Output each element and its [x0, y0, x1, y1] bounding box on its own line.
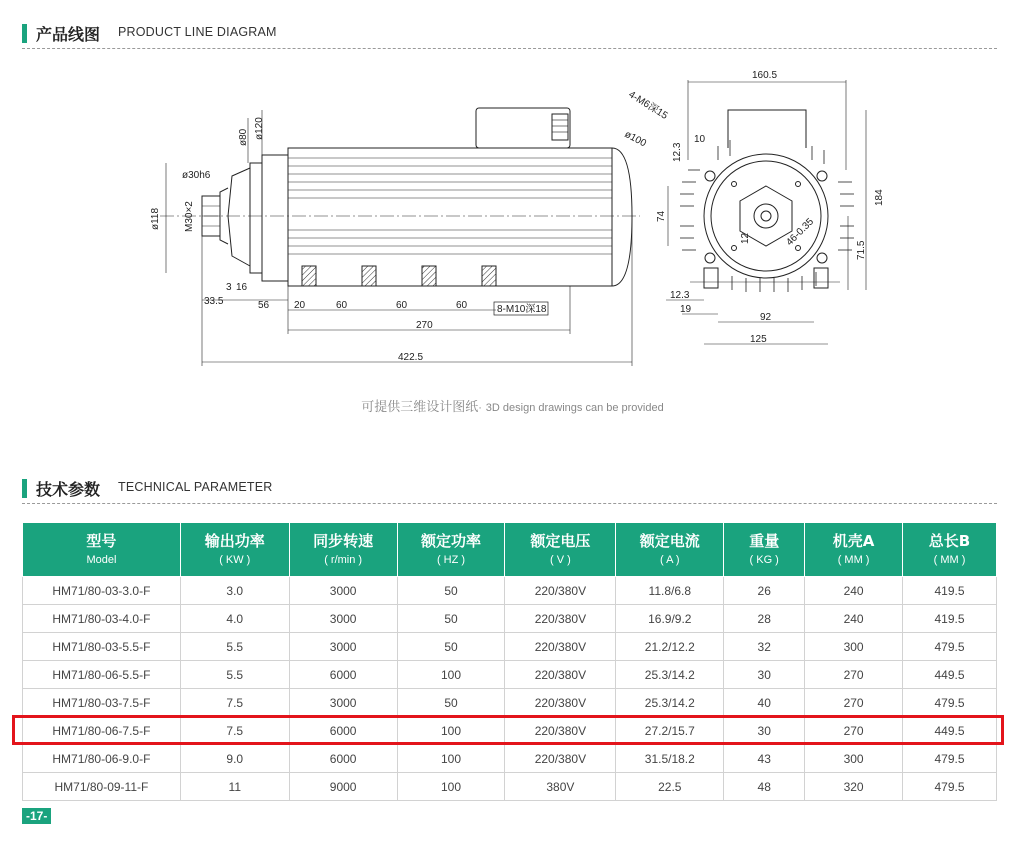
table-cell: 3000 — [289, 577, 397, 605]
dim-20: 20 — [294, 300, 306, 311]
caption-cn: 可提供三维设计图纸 — [361, 400, 479, 415]
dim-12-3a: 12.3 — [672, 142, 683, 162]
dim-d118: ø118 — [150, 207, 161, 230]
table-row — [23, 577, 997, 605]
column-header-unit: ( r/min ) — [324, 554, 363, 566]
dim-71-5: 71.5 — [856, 240, 867, 260]
table-cell: 25.3/14.2 — [616, 661, 724, 689]
table-cell: 6000 — [289, 661, 397, 689]
table-cell: 21.2/12.2 — [616, 633, 724, 661]
section-marker — [22, 479, 27, 498]
table-cell: 479.5 — [903, 633, 997, 661]
model-cell: HM71/80-06-7.5-F — [23, 717, 181, 745]
dim-19: 19 — [680, 304, 692, 315]
table-cell: 3000 — [289, 633, 397, 661]
product-line-header — [22, 22, 997, 49]
tech-title-cn: 技术参数 — [36, 480, 101, 499]
column-header — [903, 523, 997, 577]
table-row — [23, 689, 997, 717]
table-cell: 220/380V — [505, 717, 616, 745]
column-header-cn: 额定电压 — [530, 532, 591, 550]
column-header — [180, 523, 289, 577]
table-cell: 270 — [805, 689, 903, 717]
dim-12: 12 — [740, 232, 751, 244]
column-header-cn: 总长B — [928, 532, 971, 550]
table-cell: 16.9/9.2 — [616, 605, 724, 633]
dim-d120: ø120 — [254, 117, 265, 140]
column-header-cn: 机壳A — [832, 532, 875, 550]
table-cell: 100 — [397, 773, 505, 801]
dim-160-5: 160.5 — [752, 70, 778, 81]
table-cell: 28 — [724, 605, 805, 633]
table-cell: 220/380V — [505, 577, 616, 605]
table-cell: 4.0 — [180, 605, 289, 633]
table-cell: 100 — [397, 661, 505, 689]
table-cell: 40 — [724, 689, 805, 717]
dim-92: 92 — [760, 312, 772, 323]
table-cell: 300 — [805, 633, 903, 661]
table-cell: 380V — [505, 773, 616, 801]
column-header-unit: Model — [86, 554, 117, 566]
dim-46: 46-0.35 — [784, 216, 817, 249]
table-cell: 100 — [397, 745, 505, 773]
table-cell: 320 — [805, 773, 903, 801]
table-row — [23, 745, 997, 773]
column-header-unit: ( MM ) — [933, 554, 966, 566]
table-cell: 27.2/15.7 — [616, 717, 724, 745]
dim-422-5: 422.5 — [398, 352, 424, 363]
dim-d100: ø100 — [622, 128, 648, 150]
tech-title-en: TECHNICAL PARAMETER — [118, 480, 273, 494]
table-cell: 30 — [724, 717, 805, 745]
column-header — [805, 523, 903, 577]
table-cell: 220/380V — [505, 689, 616, 717]
page-number: -17- — [22, 808, 51, 824]
table-cell: 6000 — [289, 745, 397, 773]
column-header-cn: 同步转速 — [313, 532, 374, 550]
model-cell: HM71/80-06-5.5-F — [23, 661, 181, 689]
table-cell: 31.5/18.2 — [616, 745, 724, 773]
drawing-caption — [0, 396, 1025, 415]
model-cell: HM71/80-09-11-F — [23, 773, 181, 801]
dim-125: 125 — [750, 334, 767, 345]
table-cell: 300 — [805, 745, 903, 773]
dim-184: 184 — [874, 189, 885, 206]
column-header-unit: ( A ) — [660, 554, 680, 566]
table-cell: 449.5 — [903, 661, 997, 689]
table-header-row — [23, 523, 997, 577]
table-cell: 30 — [724, 661, 805, 689]
table-cell: 419.5 — [903, 577, 997, 605]
table-cell: 11 — [180, 773, 289, 801]
dim-m6: 4-M6深15 — [626, 89, 670, 122]
table-cell: 3.0 — [180, 577, 289, 605]
table-cell: 50 — [397, 689, 505, 717]
table-cell: 479.5 — [903, 773, 997, 801]
table-cell: 220/380V — [505, 745, 616, 773]
product-line-title-en: PRODUCT LINE DIAGRAM — [118, 25, 277, 39]
dim-60a: 60 — [336, 300, 348, 311]
table-row-highlighted — [23, 717, 997, 745]
table-cell: 25.3/14.2 — [616, 689, 724, 717]
tech-param-header — [22, 477, 997, 504]
table-cell: 270 — [805, 717, 903, 745]
column-header — [23, 523, 181, 577]
column-header-cn: 重量 — [749, 532, 780, 550]
table-cell: 50 — [397, 633, 505, 661]
dim-holes: 8-M10深18 — [497, 304, 547, 315]
table-cell: 5.5 — [180, 633, 289, 661]
table-cell: 240 — [805, 577, 903, 605]
dim-d30h6: ø30h6 — [182, 170, 211, 181]
caption-separator: · — [478, 402, 482, 414]
column-header-cn: 输出功率 — [204, 532, 265, 550]
dim-10: 10 — [694, 134, 706, 145]
column-header — [505, 523, 616, 577]
column-header-unit: ( KG ) — [749, 554, 779, 566]
table-cell: 3000 — [289, 689, 397, 717]
column-header-cn: 型号 — [86, 532, 117, 550]
table-cell: 419.5 — [903, 605, 997, 633]
table-cell: 22.5 — [616, 773, 724, 801]
table-cell: 50 — [397, 605, 505, 633]
dim-3: 3 — [226, 282, 232, 293]
product-line-diagram — [0, 60, 1025, 390]
table-cell: 9.0 — [180, 745, 289, 773]
model-cell: HM71/80-03-4.0-F — [23, 605, 181, 633]
product-line-title-cn: 产品线图 — [36, 25, 101, 44]
table-row — [23, 605, 997, 633]
table-cell: 50 — [397, 577, 505, 605]
table-cell: 100 — [397, 717, 505, 745]
table-cell: 220/380V — [505, 633, 616, 661]
table-cell: 11.8/6.8 — [616, 577, 724, 605]
dim-270: 270 — [416, 320, 433, 331]
column-header — [397, 523, 505, 577]
model-cell: HM71/80-03-3.0-F — [23, 577, 181, 605]
table-cell: 479.5 — [903, 745, 997, 773]
column-header-unit: ( HZ ) — [436, 554, 466, 566]
model-cell: HM71/80-03-5.5-F — [23, 633, 181, 661]
dim-33-5: 33.5 — [204, 296, 224, 307]
dim-12-3b: 12.3 — [670, 290, 690, 301]
dim-60b: 60 — [396, 300, 408, 311]
column-header — [616, 523, 724, 577]
table-cell: 220/380V — [505, 661, 616, 689]
technical-parameter-table — [22, 522, 997, 801]
column-header-unit: ( V ) — [550, 554, 571, 566]
model-cell: HM71/80-06-9.0-F — [23, 745, 181, 773]
dim-d80: ø80 — [238, 128, 249, 146]
column-header — [289, 523, 397, 577]
table-cell: 240 — [805, 605, 903, 633]
table-cell: 43 — [724, 745, 805, 773]
table-cell: 48 — [724, 773, 805, 801]
column-header-unit: ( MM ) — [837, 554, 870, 566]
table-cell: 270 — [805, 661, 903, 689]
table-cell: 26 — [724, 577, 805, 605]
dim-m30x2: M30×2 — [184, 201, 195, 232]
dim-60c: 60 — [456, 300, 468, 311]
section-marker — [22, 24, 27, 43]
table-row — [23, 773, 997, 801]
table-row — [23, 661, 997, 689]
column-header — [724, 523, 805, 577]
table-cell: 3000 — [289, 605, 397, 633]
table-cell: 6000 — [289, 717, 397, 745]
dim-16: 16 — [236, 282, 248, 293]
table-cell: 32 — [724, 633, 805, 661]
table-cell: 7.5 — [180, 717, 289, 745]
column-header-cn: 额定电流 — [639, 532, 700, 550]
table-cell: 7.5 — [180, 689, 289, 717]
model-cell: HM71/80-03-7.5-F — [23, 689, 181, 717]
caption-en: 3D design drawings can be provided — [485, 402, 664, 414]
table-cell: 5.5 — [180, 661, 289, 689]
table-cell: 220/380V — [505, 605, 616, 633]
table-cell: 9000 — [289, 773, 397, 801]
column-header-unit: ( KW ) — [219, 554, 251, 566]
dim-74: 74 — [656, 210, 667, 222]
column-header-cn: 额定功率 — [421, 532, 482, 550]
table-cell: 479.5 — [903, 689, 997, 717]
table-row — [23, 633, 997, 661]
dim-56: 56 — [258, 300, 270, 311]
table-cell: 449.5 — [903, 717, 997, 745]
